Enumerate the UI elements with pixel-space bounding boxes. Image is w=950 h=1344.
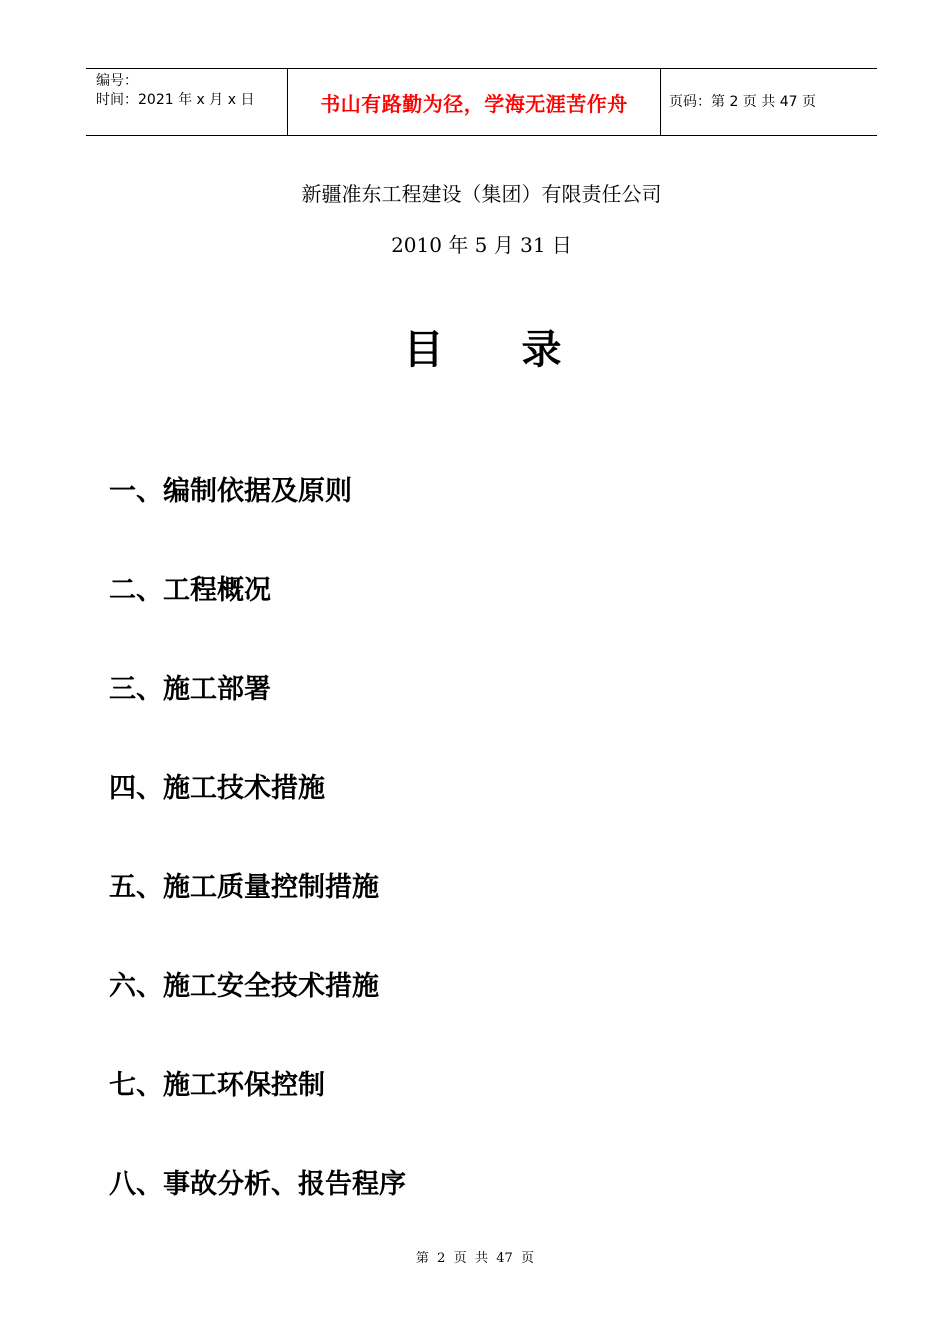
company-name: 新疆准东工程建设（集团）有限责任公司	[301, 182, 662, 206]
header-meta-cell	[86, 69, 287, 135]
toc-item: 四、施工技术措施	[109, 773, 325, 804]
toc-item: 三、施工部署	[109, 674, 271, 705]
time-label: 时间：2021 年 x 月 x 日	[96, 92, 255, 108]
page-footer: 第 2 页 共 47 页	[415, 1251, 535, 1266]
toc-item: 二、工程概况	[109, 575, 271, 606]
toc-item: 一、编制依据及原则	[109, 476, 352, 507]
toc-title: 目录	[403, 327, 640, 373]
page-info: 页码：第 2 页 共 47 页	[669, 94, 816, 110]
toc-item: 五、施工质量控制措施	[109, 872, 379, 903]
serial-number-label: 编号：	[96, 73, 138, 89]
header-motto-cell	[287, 69, 661, 135]
header-page-cell	[661, 69, 877, 135]
motto-text: 书山有路勤为径，学海无涯苦作舟	[320, 91, 628, 116]
toc-item: 六、施工安全技术措施	[109, 971, 379, 1002]
toc-item: 八、事故分析、报告程序	[109, 1169, 406, 1200]
page-header	[86, 68, 877, 136]
toc-item: 七、施工环保控制	[109, 1070, 325, 1101]
toc-list	[109, 472, 406, 1264]
document-date: 2010 年 5 月 31 日	[391, 233, 572, 257]
